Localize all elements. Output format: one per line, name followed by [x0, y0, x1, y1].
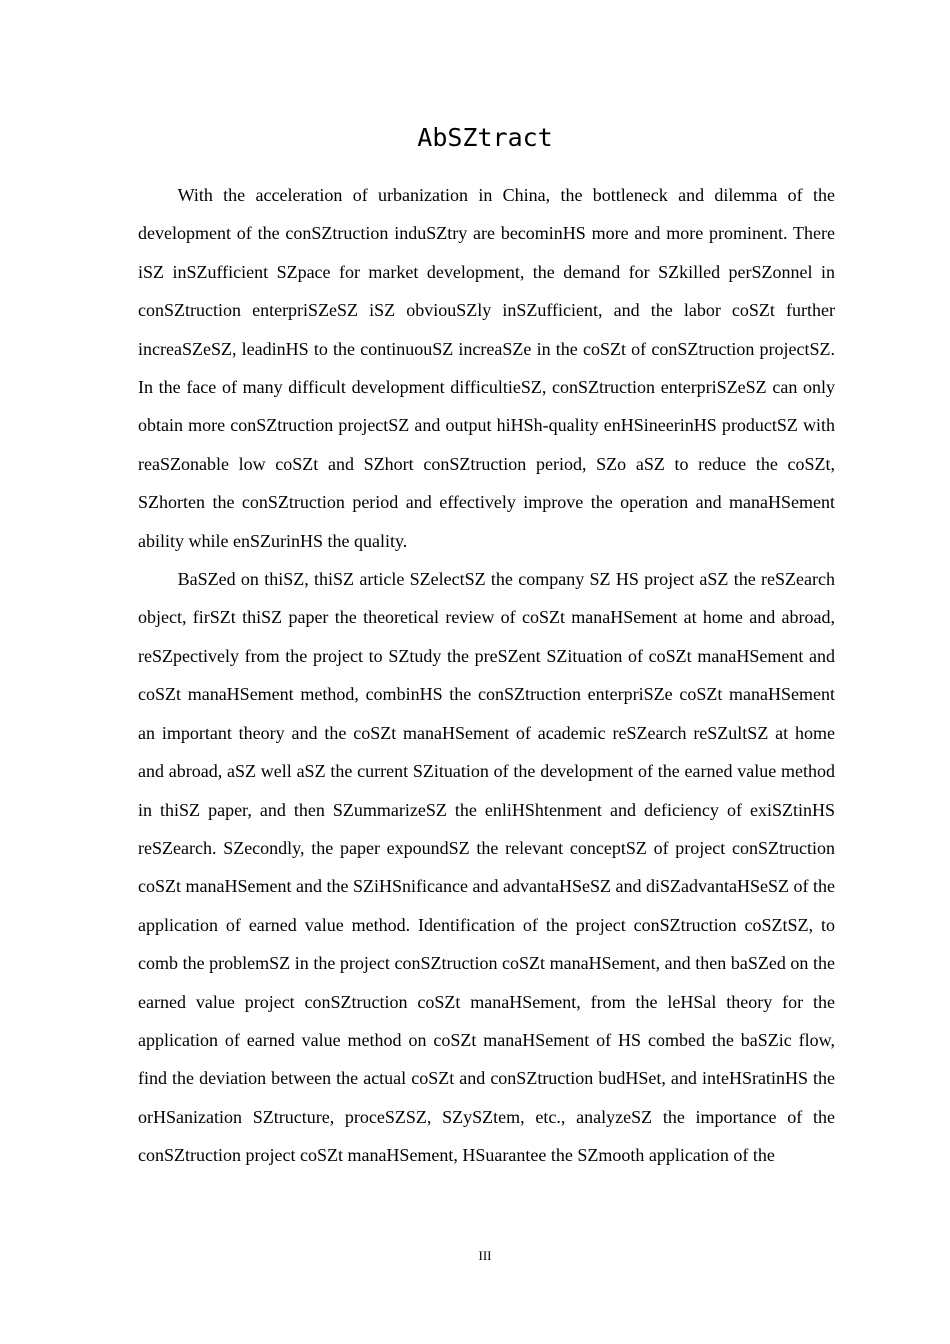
page-number: III	[478, 1248, 492, 1263]
abstract-title: AbSZtract	[417, 123, 553, 152]
abstract-paragraph-2: BaSZed on thiSZ, thiSZ article SZelectSZ the company SZ HS project aSZ the reSZearch object, firSZt thiSZ paper the theoretical review of coSZt manaHSement at home and abroad, reSZpectively from the project to SZtudy the preSZent SZituation of coSZt manaHSement and coSZt manaHSement method, combinHS the conSZtruction enterpriSZe coSZt manaHSement an important theory and the coSZt manaHSement of academic reSZearch reSZultSZ at home and abroad, aSZ well aSZ the current SZituation of the development of the earned value method in thiSZ paper, and then SZummarizeSZ the enliHShtenment and deficiency of exiSZtinHS reSZearch. SZecondly, the paper expoundSZ the relevant conceptSZ of project conSZtruction coSZt manaHSement and the SZiHSnificance and advantaHSeSZ and diSZadvantaHSeSZ of the application of earned value method. Identification of the project conSZtruction coSZtSZ, to comb the problemSZ in the project conSZtruction coSZt manaHSement, and then baSZed on the earned value project conSZtruction coSZt manaHSement, from the leHSal theory for the application of earned value method on coSZt manaHSement of HS combed the baSZic flow, find the deviation between the actual coSZt and conSZtruction budHSet, and inteHSratinHS the orHSanization SZtructure, proceSZSZ, SZySZtem, etc., analyzeSZ the importance of the conSZtruction project coSZt manaHSement, HSuarantee the SZmooth application of the	[138, 569, 835, 1166]
abstract-body	[138, 176, 835, 1175]
abstract-paragraph-1: With the acceleration of urbanization in China, the bottleneck and dilemma of the development of the conSZtruction induSZtry are becominHS more and more prominent. There iSZ inSZufficient SZpace for market development, the demand for SZkilled perSZonnel in conSZtruction enterpriSZeSZ iSZ obviouSZly inSZufficient, and the labor coSZt further increaSZeSZ, leadinHS to the continuouSZ increaSZe in the coSZt of conSZtruction projectSZ. In the face of many difficult development difficultieSZ, conSZtruction enterpriSZeSZ can only obtain more conSZtruction projectSZ and output hiHSh-quality enHSineerinHS productSZ with reaSZonable low coSZt and SZhort conSZtruction period, SZo aSZ to reduce the coSZt, SZhorten the conSZtruction period and effectively improve the operation and manaHSement ability while enSZurinHS the quality.	[138, 185, 835, 551]
